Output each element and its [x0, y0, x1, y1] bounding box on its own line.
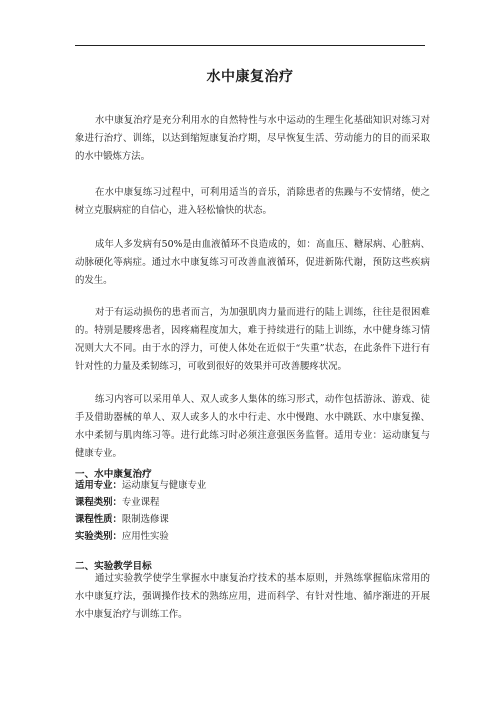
field-experiment-type — [75, 528, 169, 545]
intro-paragraph: 水中康复治疗是充分利用水的自然特性与水中运动的生理生化基础知识对练习对象进行治疗、训练，以达到缩短康复治疗期，尽早恢复生活、劳动能力的目的而采取的水中锻炼方法。 — [75, 115, 430, 162]
field-experiment-type-label: 实验类别： — [75, 531, 122, 542]
music-paragraph: 在水中康复练习过程中，可利用适当的音乐，消除患者的焦躁与不安情绪，使之树立克服病症的自信心，进入轻松愉快的状态。 — [75, 187, 430, 216]
section-1-heading: 一、水中康复治疗 — [75, 469, 152, 480]
injury-paragraph: 对于有运动损伤的患者而言，为加强肌肉力量而进行的陆上训练，往往是很困难的。特别是腰疼患者，因疼痛程度加大，难于持续进行的陆上训练，水中健身练习情况则大大不同。由于水的浮力，可使人体处在近似于“失重”状态，在此条件下进行有针对性的力量及柔韧练习，可收到很好的效果并可改善腰疼状况。 — [75, 307, 430, 372]
field-course-nature-label: 课程性质： — [75, 514, 122, 525]
field-course-type-label: 课程类别： — [75, 497, 122, 508]
field-major — [75, 477, 206, 494]
field-course-type-value: 专业课程 — [121, 497, 160, 508]
document-title: 水中康复治疗 — [206, 69, 294, 85]
field-experiment-type-value: 应用性实验 — [121, 531, 169, 542]
field-major-label: 适用专业： — [75, 480, 122, 491]
section-2-heading: 二、实验教学目标 — [75, 561, 152, 572]
header-rule — [75, 45, 425, 46]
field-course-nature — [75, 511, 169, 528]
field-major-value: 运动康复与健康专业 — [121, 480, 207, 491]
teaching-goal-paragraph: 通过实验教学使学生掌握水中康复治疗技术的基本原则，并熟练掌握临床常用的水中康复疗法，强调操作技术的熟练应用，进而科学、有针对性地、循序渐进的开展水中康复治疗与训练工作。 — [75, 573, 430, 620]
exercise-content-paragraph: 练习内容可以采用单人、双人或多人集体的练习形式，动作包括游泳、游戏、徒手及借助器械的单人、双人或多人的水中行走、水中慢跑、水中跳跃、水中康复操、水中柔韧与肌肉练习等。进行此练习时必须注意强医务监督。适用专业：运动康复与健康专业。 — [75, 394, 430, 459]
field-course-type — [75, 494, 159, 511]
circulation-paragraph: 成年人多发病有50%是由血液循环不良造成的，如：高血压、糖尿病、心脏病、动脉硬化等病症。通过水中康复练习可改善血液循环，促进新陈代谢，预防这些疾病的发生。 — [75, 239, 430, 286]
field-course-nature-value: 限制选修课 — [121, 514, 169, 525]
